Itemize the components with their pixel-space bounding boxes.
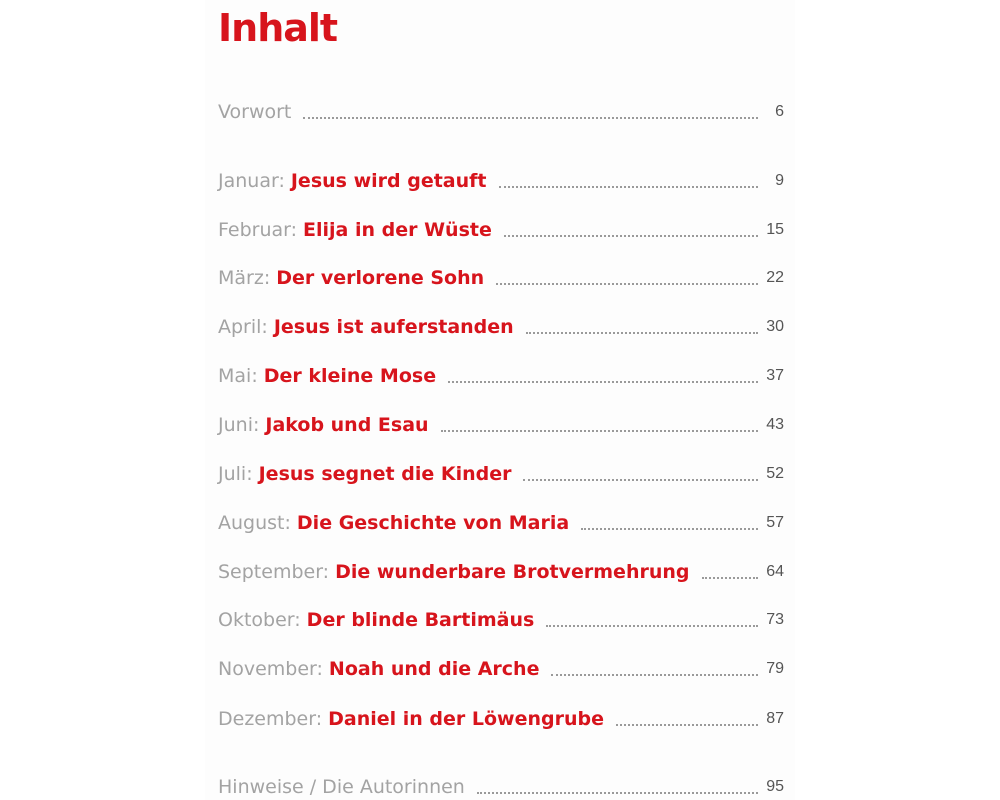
toc-story-title: Jesus wird getauft (290, 170, 487, 192)
toc-month: April: (218, 316, 268, 338)
dot-leader (526, 332, 758, 334)
page-number: 73 (766, 611, 784, 628)
dot-leader (441, 430, 758, 432)
page-number: 9 (775, 172, 784, 189)
toc-entry-july[interactable] (218, 457, 784, 487)
toc-entry-foreword[interactable] (218, 95, 784, 125)
toc-month: November: (218, 658, 323, 680)
toc-entry-march[interactable] (218, 261, 784, 291)
toc-story-title: Jesus segnet die Kinder (258, 463, 512, 485)
toc-story-title: Die Geschichte von Maria (296, 512, 570, 534)
page-number: 64 (766, 563, 784, 580)
toc-entry-december[interactable] (218, 702, 784, 732)
toc-month: Februar: (218, 219, 298, 241)
toc-entry-may[interactable] (218, 359, 784, 389)
page-number: 22 (766, 269, 784, 286)
dot-leader (546, 625, 758, 627)
page-number: 57 (766, 514, 784, 531)
toc-entry-february[interactable] (218, 213, 784, 243)
toc-month: Juli: (218, 463, 253, 485)
toc-month: Dezember: (218, 708, 323, 730)
dot-leader (477, 792, 758, 794)
toc-entry-afterword[interactable] (218, 770, 784, 800)
page-number: 87 (766, 710, 784, 727)
dot-leader (702, 577, 759, 579)
toc-story-title: Daniel in der Löwengrube (328, 708, 605, 730)
dot-leader (303, 117, 758, 119)
toc-story-title: Der verlorene Sohn (276, 267, 485, 289)
toc-entry-january[interactable] (218, 164, 784, 194)
dot-leader (616, 724, 758, 726)
toc-month: September: (218, 561, 330, 583)
toc-entry-october[interactable] (218, 603, 784, 633)
page-number: 6 (775, 103, 784, 120)
page-number: 79 (766, 660, 784, 677)
dot-leader (448, 381, 758, 383)
toc-month: Januar: (218, 170, 285, 192)
toc-story-title: Der blinde Bartimäus (306, 609, 535, 631)
toc-story-title: Die wunderbare Brotvermehrung (335, 561, 690, 583)
toc-month: Juni: (218, 414, 260, 436)
toc-label: Hinweise / Die Autorinnen (218, 776, 465, 798)
page-number: 52 (766, 465, 784, 482)
page-number: 95 (766, 778, 784, 795)
toc-story-title: Elija in der Wüste (303, 219, 492, 241)
page-number: 30 (766, 318, 784, 335)
toc-entry-june[interactable] (218, 408, 784, 438)
page-number: 37 (766, 367, 784, 384)
toc-entry-november[interactable] (218, 652, 784, 682)
dot-leader (499, 186, 759, 188)
toc-month: August: (218, 512, 291, 534)
toc-entry-september[interactable] (218, 555, 784, 585)
page-title: Inhalt (218, 6, 338, 50)
dot-leader (523, 479, 758, 481)
toc-story-title: Der kleine Mose (263, 365, 437, 387)
page-number: 15 (766, 221, 784, 238)
toc-month: Oktober: (218, 609, 301, 631)
dot-leader (504, 235, 758, 237)
toc-month: Mai: (218, 365, 258, 387)
toc-story-title: Jakob und Esau (265, 414, 429, 436)
toc-story-title: Jesus ist auferstanden (273, 316, 514, 338)
toc-month: März: (218, 267, 271, 289)
toc-label: Vorwort (218, 101, 292, 123)
dot-leader (581, 528, 758, 530)
page-number: 43 (766, 416, 784, 433)
toc-entry-april[interactable] (218, 310, 784, 340)
toc-entry-august[interactable] (218, 506, 784, 536)
toc-story-title: Noah und die Arche (328, 658, 540, 680)
dot-leader (551, 674, 758, 676)
table-of-contents (218, 0, 784, 800)
dot-leader (496, 283, 758, 285)
